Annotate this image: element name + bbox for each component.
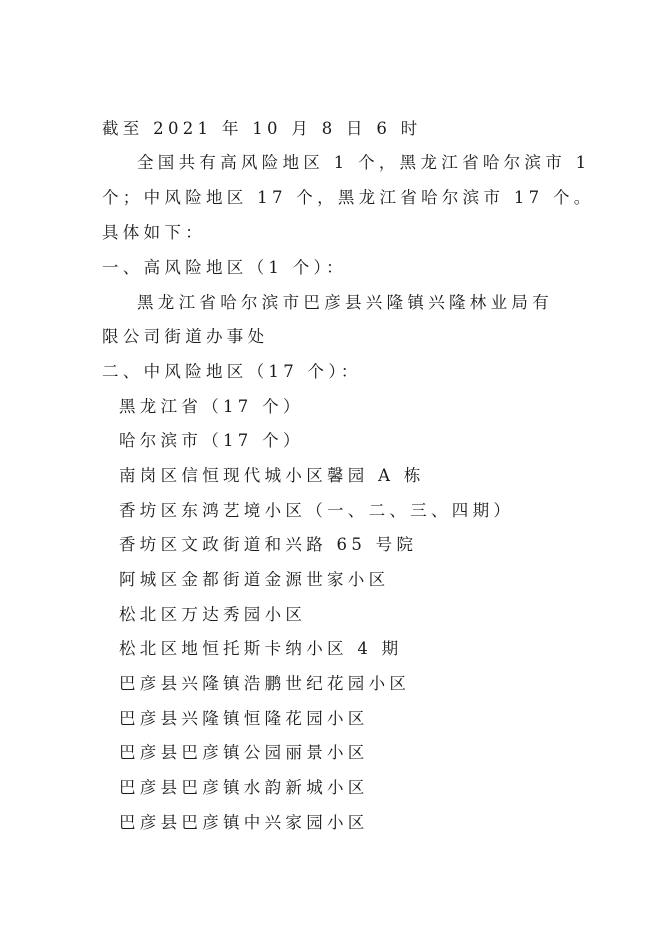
medium-risk-item: 巴彦县兴隆镇浩鹏世纪花园小区: [119, 674, 411, 693]
medium-risk-item: 巴彦县巴彦镇中兴家园小区: [119, 813, 369, 832]
medium-risk-item: 哈尔滨市（17 个）: [119, 431, 304, 450]
high-risk-area-line-2: 限公司街道办事处: [102, 327, 269, 346]
medium-risk-item: 阿城区金都街道金源世家小区: [119, 570, 390, 589]
medium-risk-item: 松北区地恒托斯卡纳小区 4 期: [119, 639, 403, 658]
medium-risk-item: 巴彦县巴彦镇水韵新城小区: [119, 778, 369, 797]
medium-risk-item: 巴彦县巴彦镇公园丽景小区: [119, 743, 369, 762]
medium-risk-heading: 二、中风险地区（17 个）：: [102, 362, 362, 381]
medium-risk-item: 松北区万达秀园小区: [119, 605, 307, 624]
summary-line-2: 个；中风险地区 17 个，黑龙江省哈尔滨市 17 个。: [102, 188, 595, 207]
medium-risk-item: 香坊区文政街道和兴路 65 号院: [119, 535, 418, 554]
medium-risk-item: 香坊区东鸿艺境小区（一、二、三、四期）: [119, 501, 515, 520]
medium-risk-item: 黑龙江省（17 个）: [119, 397, 304, 416]
date-line: 截至 2021 年 10 月 8 日 6 时: [102, 119, 422, 138]
medium-risk-item: 巴彦县兴隆镇恒隆花园小区: [119, 709, 369, 728]
details-intro: 具体如下：: [102, 223, 206, 242]
medium-risk-item: 南岗区信恒现代城小区馨园 A 栋: [119, 466, 425, 485]
high-risk-area-line-1: 黑龙江省哈尔滨市巴彦县兴隆镇兴隆林业局有: [137, 293, 553, 312]
high-risk-heading: 一、高风险地区（1 个）：: [102, 258, 347, 277]
summary-line-1: 全国共有高风险地区 1 个，黑龙江省哈尔滨市 1: [137, 153, 591, 172]
